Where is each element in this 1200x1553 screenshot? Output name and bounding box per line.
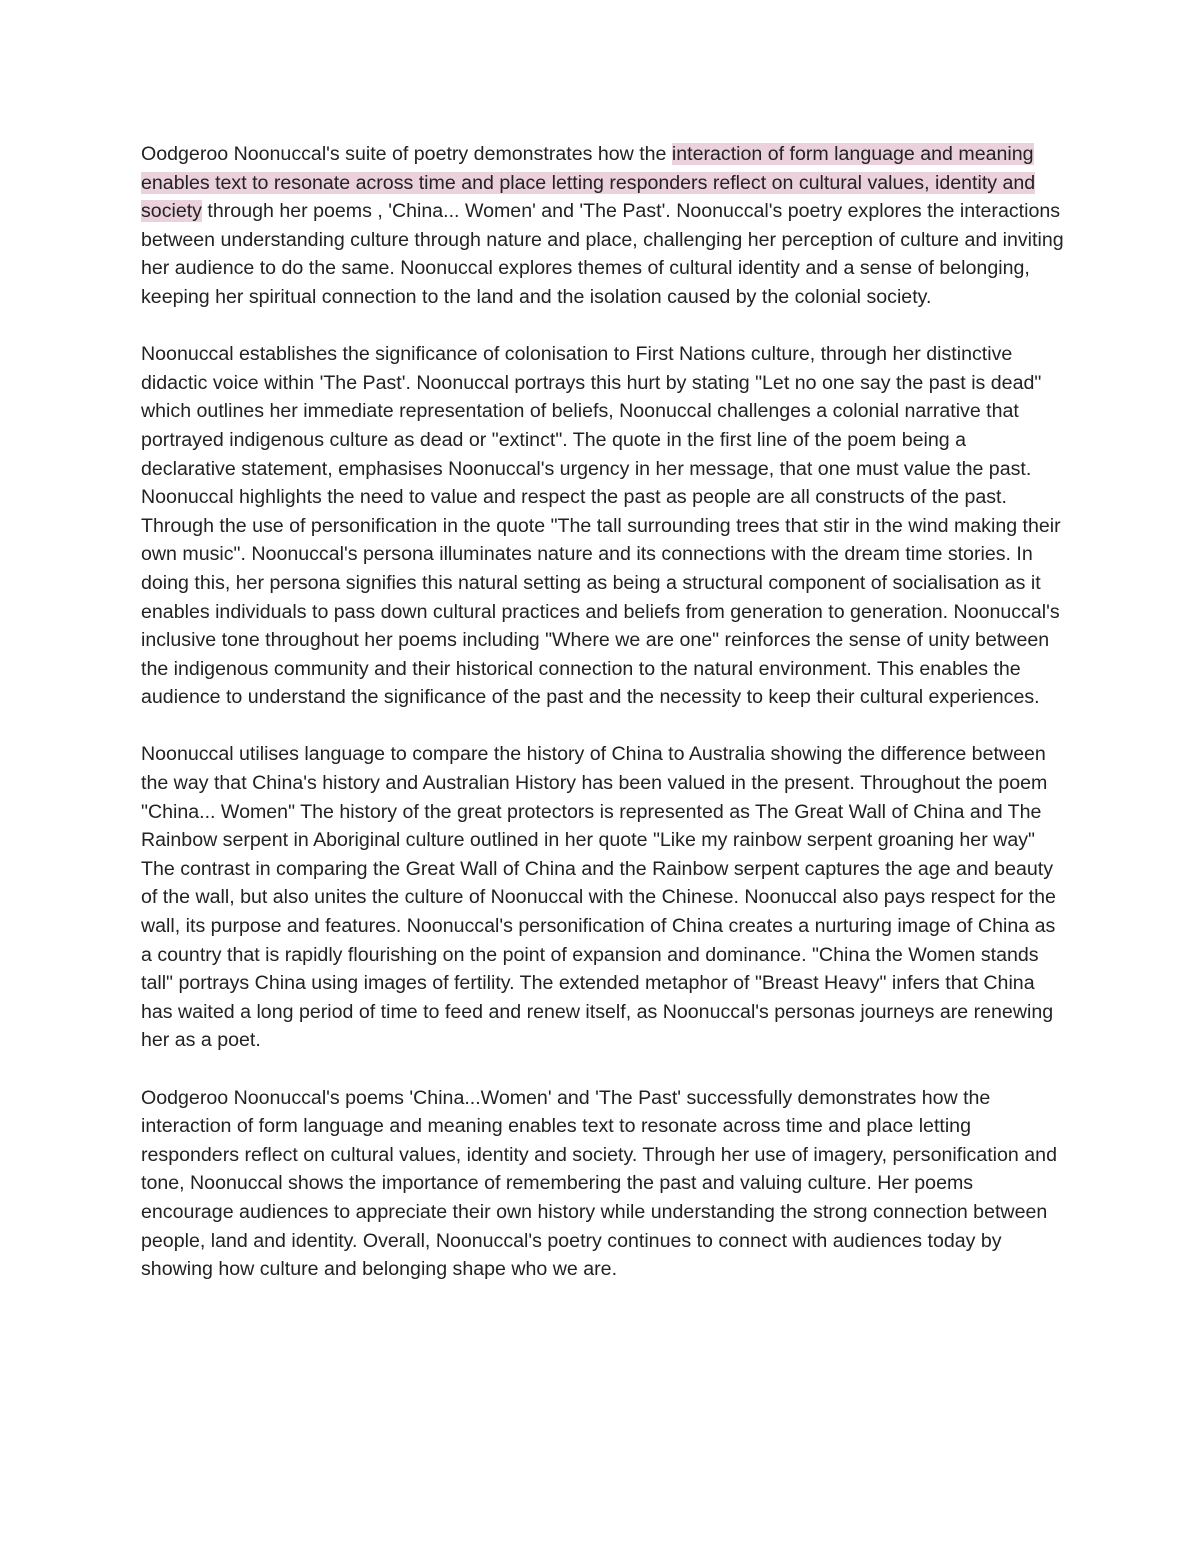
paragraph-china-women: Noonuccal utilises language to compare the history of China to Australia showing the difference between the way that China's history and Australian History has been valued in the present. Throughout the poem "China... Women" The history of the great protectors is represented as The Great Wall of China and The Rainbow serpent in Aboriginal culture outlined in her quote "Like my rainbow serpent groaning her way" The contrast in comparing the Great Wall of China and the Rainbow serpent captures the age and beauty of the wall, but also unites the culture of Noonuccal with the Chinese. Noonuccal also pays respect for the wall, its purpose and features. Noonuccal's personification of China creates a nurturing image of China as a country that is rapidly flourishing on the point of expansion and dominance. "China the Women stands tall" portrays China using images of fertility. The extended metaphor of "Breast Heavy" infers that China has waited a long period of time to feed and renew itself, as Noonuccal's personas journeys are renewing her as a poet.: [141, 743, 1056, 1052]
highlighted-thesis: interaction of form language and meaning enables text to resonate across time and place letting responders reflect on cultural values, identity and society: [141, 143, 1036, 223]
paragraph-conclusion: Oodgeroo Noonuccal's poems 'China...Women' and 'The Past' successfully demonstrates how the interaction of form language and meaning enables text to resonate across time and place letting responders reflect on cultural values, identity and society. Through her use of imagery, personification and tone, Noonuccal shows the importance of remembering the past and valuing culture. Her poems encourage audiences to appreciate their own history while understanding the strong connection between people, land and identity. Overall, Noonuccal's poetry continues to connect with audiences today by showing how culture and belonging shape who we are.: [141, 1086, 1057, 1281]
paragraph-introduction: [141, 140, 1066, 312]
paragraph-the-past: Noonuccal establishes the significance of colonisation to First Nations culture, through her distinctive didactic voice within 'The Past'. Noonuccal portrays this hurt by stating "Let no one say the past is dead" which outlines her immediate representation of beliefs, Noonuccal challenges a colonial narrative that portrayed indigenous culture as dead or "extinct". The quote in the first line of the poem being a declarative statement, emphasises Noonuccal's urgency in her message, that one must value the past. Noonuccal highlights the need to value and respect the past as people are all constructs of the past. Through the use of personification in the quote "The tall surrounding trees that stir in the wind making their own music". Noonuccal's persona illuminates nature and its connections with the dream time stories. In doing this, her persona signifies this natural setting as being a structural component of socialisation as it enables individuals to pass down cultural practices and beliefs from generation to generation. Noonuccal's inclusive tone throughout her poems including "Where we are one" reinforces the sense of unity between the indigenous community and their historical connection to the natural environment. This enables the audience to understand the significance of the past and the necessity to keep their cultural experiences.: [141, 343, 1061, 709]
paragraph-introduction-rest: through her poems , 'China... Women' and 'The Past'. Noonuccal's poetry explores the interactions between understanding culture through nature and place, challenging her perception of culture and inviting her audience to do the same. Noonuccal explores themes of cultural identity and a sense of belonging, keeping her spiritual connection to the land and the isolation caused by the colonial society.: [141, 200, 1064, 308]
paragraph-introduction-lead: Oodgeroo Noonuccal's suite of poetry demonstrates how the: [141, 143, 672, 165]
document-body: [141, 140, 1066, 1312]
